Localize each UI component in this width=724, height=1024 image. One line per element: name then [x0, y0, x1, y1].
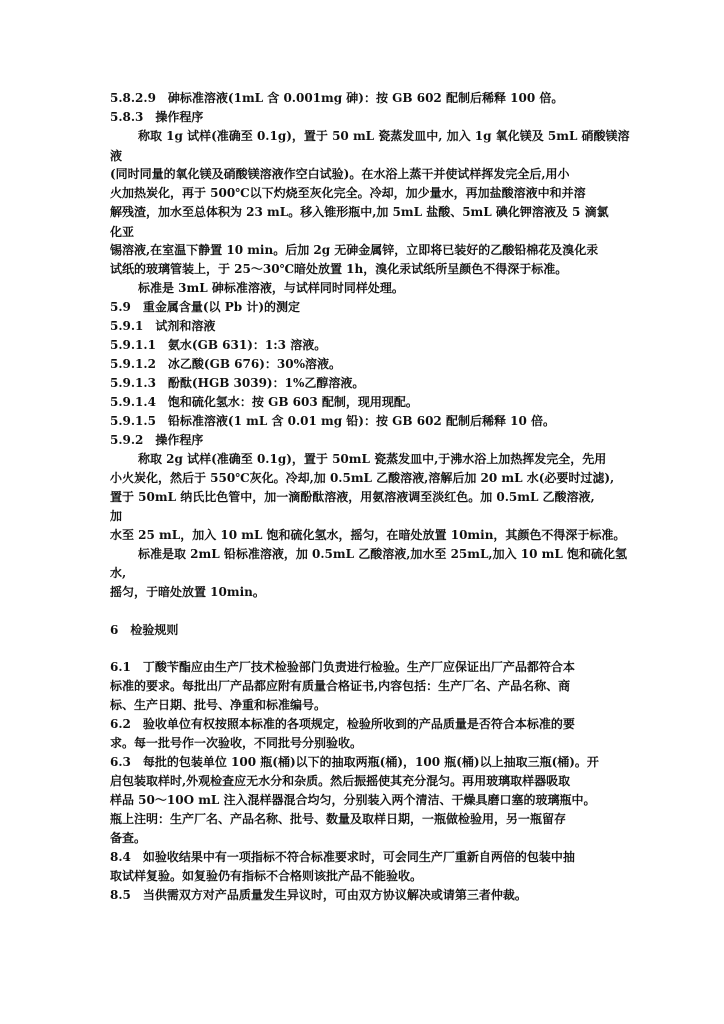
text-line: 标准是 3mL 砷标准溶液，与试样同时同样处理。: [138, 281, 404, 295]
text-line: 化亚: [110, 225, 135, 239]
text-line: 求。每一批号作一次验收，不同批号分别验收。: [110, 736, 363, 750]
section-heading: 5.9.1 试剂和溶液: [110, 319, 216, 333]
text-line: 6.2 验收单位有权按照本标准的各项规定，检验所收到的产品质量是否符合本标准的要: [110, 717, 575, 731]
section-heading: 5.9.2 操作程序: [110, 433, 204, 447]
text-line: 水至 25 mL，加入 10 mL 饱和硫化氢水，摇匀，在暗处放置 10min，其颜色不得深于标准。: [110, 528, 626, 542]
text-line: 6.3 每批的包装单位 100 瓶(桶)以下的抽取两瓶(桶)，100 瓶(桶)以上抽取三瓶(桶)。开: [110, 755, 599, 769]
text-line: 瓶上注明：生产厂名、产品名称、批号、数量及取样日期，一瓶做检验用，另一瓶留存: [110, 812, 567, 826]
text-line: 启包装取样时,外观检查应无水分和杂质。然后振摇使其充分混匀。再用玻璃取样器吸取: [110, 774, 571, 788]
text-line: 标、生产日期、批号、净重和标准编号。: [110, 698, 327, 712]
text-line: 标准是取 2mL 铅标准溶液，加 0.5mL 乙酸溶液,加水至 25mL,加入 10 mL 饱和硫化氢: [138, 547, 627, 561]
text-line: 锡溶液,在室温下静置 10 min。后加 2g 无砷金属锌，立即将已装好的乙酸铅棉花及溴化汞: [110, 243, 599, 257]
text-line: 6.1 丁酸苄酯应由生产厂技术检验部门负责进行检验。生产厂应保证出厂产品都符合本: [110, 660, 575, 674]
text-line: 加: [110, 509, 123, 523]
text-line: 试纸的玻璃管装上，于 25～30℃暗处放置 1h，溴化汞试纸所呈颜色不得深于标准。: [110, 262, 568, 276]
text-line: 取试样复验。如复验仍有指标不合格则该批产品不能验收。: [110, 869, 423, 883]
text-line: (同时同量的氧化镁及硝酸镁溶液作空白试验)。在水浴上蒸干并使试样挥发完全后,用小: [110, 167, 570, 181]
text-line: 小火炭化，然后于 550℃灰化。冷却,加 0.5mL 乙酸溶液,溶解后加 20 mL 水(必要时过滤),: [110, 471, 615, 485]
section-heading: 6 检验规则: [110, 623, 179, 637]
text-line: 5.9.1.1 氨水(GB 631)：1:3 溶液。: [110, 338, 327, 352]
text-line: 液: [110, 149, 123, 163]
text-line: 样品 50～10O mL 注入混样器混合均匀，分别装入两个清洁、干燥具磨口塞的玻璃瓶中。: [110, 793, 596, 807]
text-line: 火加热炭化，再于 500℃以下灼烧至灰化完全。冷却，加少量水，再加盐酸溶液中和并溶: [110, 186, 586, 200]
section-heading: 5.9 重金属含量(以 Pb 计)的测定: [110, 300, 301, 314]
text-line: 8.5 当供需双方对产品质量发生异议时，可由双方协议解决或请第三者仲裁。: [110, 888, 527, 902]
text-line: 摇匀，于暗处放置 10min。: [110, 585, 265, 599]
text-line: 水,: [110, 566, 127, 580]
text-line: 5.9.1.5 铅标准溶液(1 mL 含 0.01 mg 铅)：按 GB 602 配制后稀释 10 倍。: [110, 414, 556, 428]
text-line: 称取 1g 试样(准确至 0.1g)，置于 50 mL 瓷蒸发皿中, 加入 1g 氧化镁及 5mL 硝酸镁溶: [138, 129, 630, 143]
section-heading: 5.8.3 操作程序: [110, 110, 204, 124]
text-line: 解残渣，加水至总体积为 23 mL。移入锥形瓶中,加 5mL 盐酸、5mL 碘化钾溶液及 5 滴氯: [110, 205, 609, 219]
text-line: 置于 50mL 纳氏比色管中，加一滴酚酞溶液，用氨溶液调至淡红色。加 0.5mL 乙酸溶液,: [110, 490, 595, 504]
text-line: 称取 2g 试样(准确至 0.1g)，置于 50mL 瓷蒸发皿中,于沸水浴上加热挥发完全，先用: [138, 452, 607, 466]
text-line: 8.4 如验收结果中有一项指标不符合标准要求时，可会同生产厂重新自两倍的包装中抽: [110, 850, 575, 864]
text-line: 5.9.1.2 冰乙酸(GB 676)：30%溶液。: [110, 357, 342, 371]
text-line: 5.9.1.4 饱和硫化氢水：按 GB 603 配制，现用现配。: [110, 395, 418, 409]
text-line: 5.9.1.3 酚酞(HGB 3039)：1%乙醇溶液。: [110, 376, 365, 390]
text-line: 5.8.2.9 砷标准溶液(1mL 含 0.001mg 砷)：按 GB 602 配制后稀释 100 倍。: [110, 91, 564, 105]
text-line: 备查。: [110, 831, 147, 845]
text-line: 标准的要求。每批出厂产品都应附有质量合格证书,内容包括：生产厂名、产品名称、商: [110, 679, 571, 693]
